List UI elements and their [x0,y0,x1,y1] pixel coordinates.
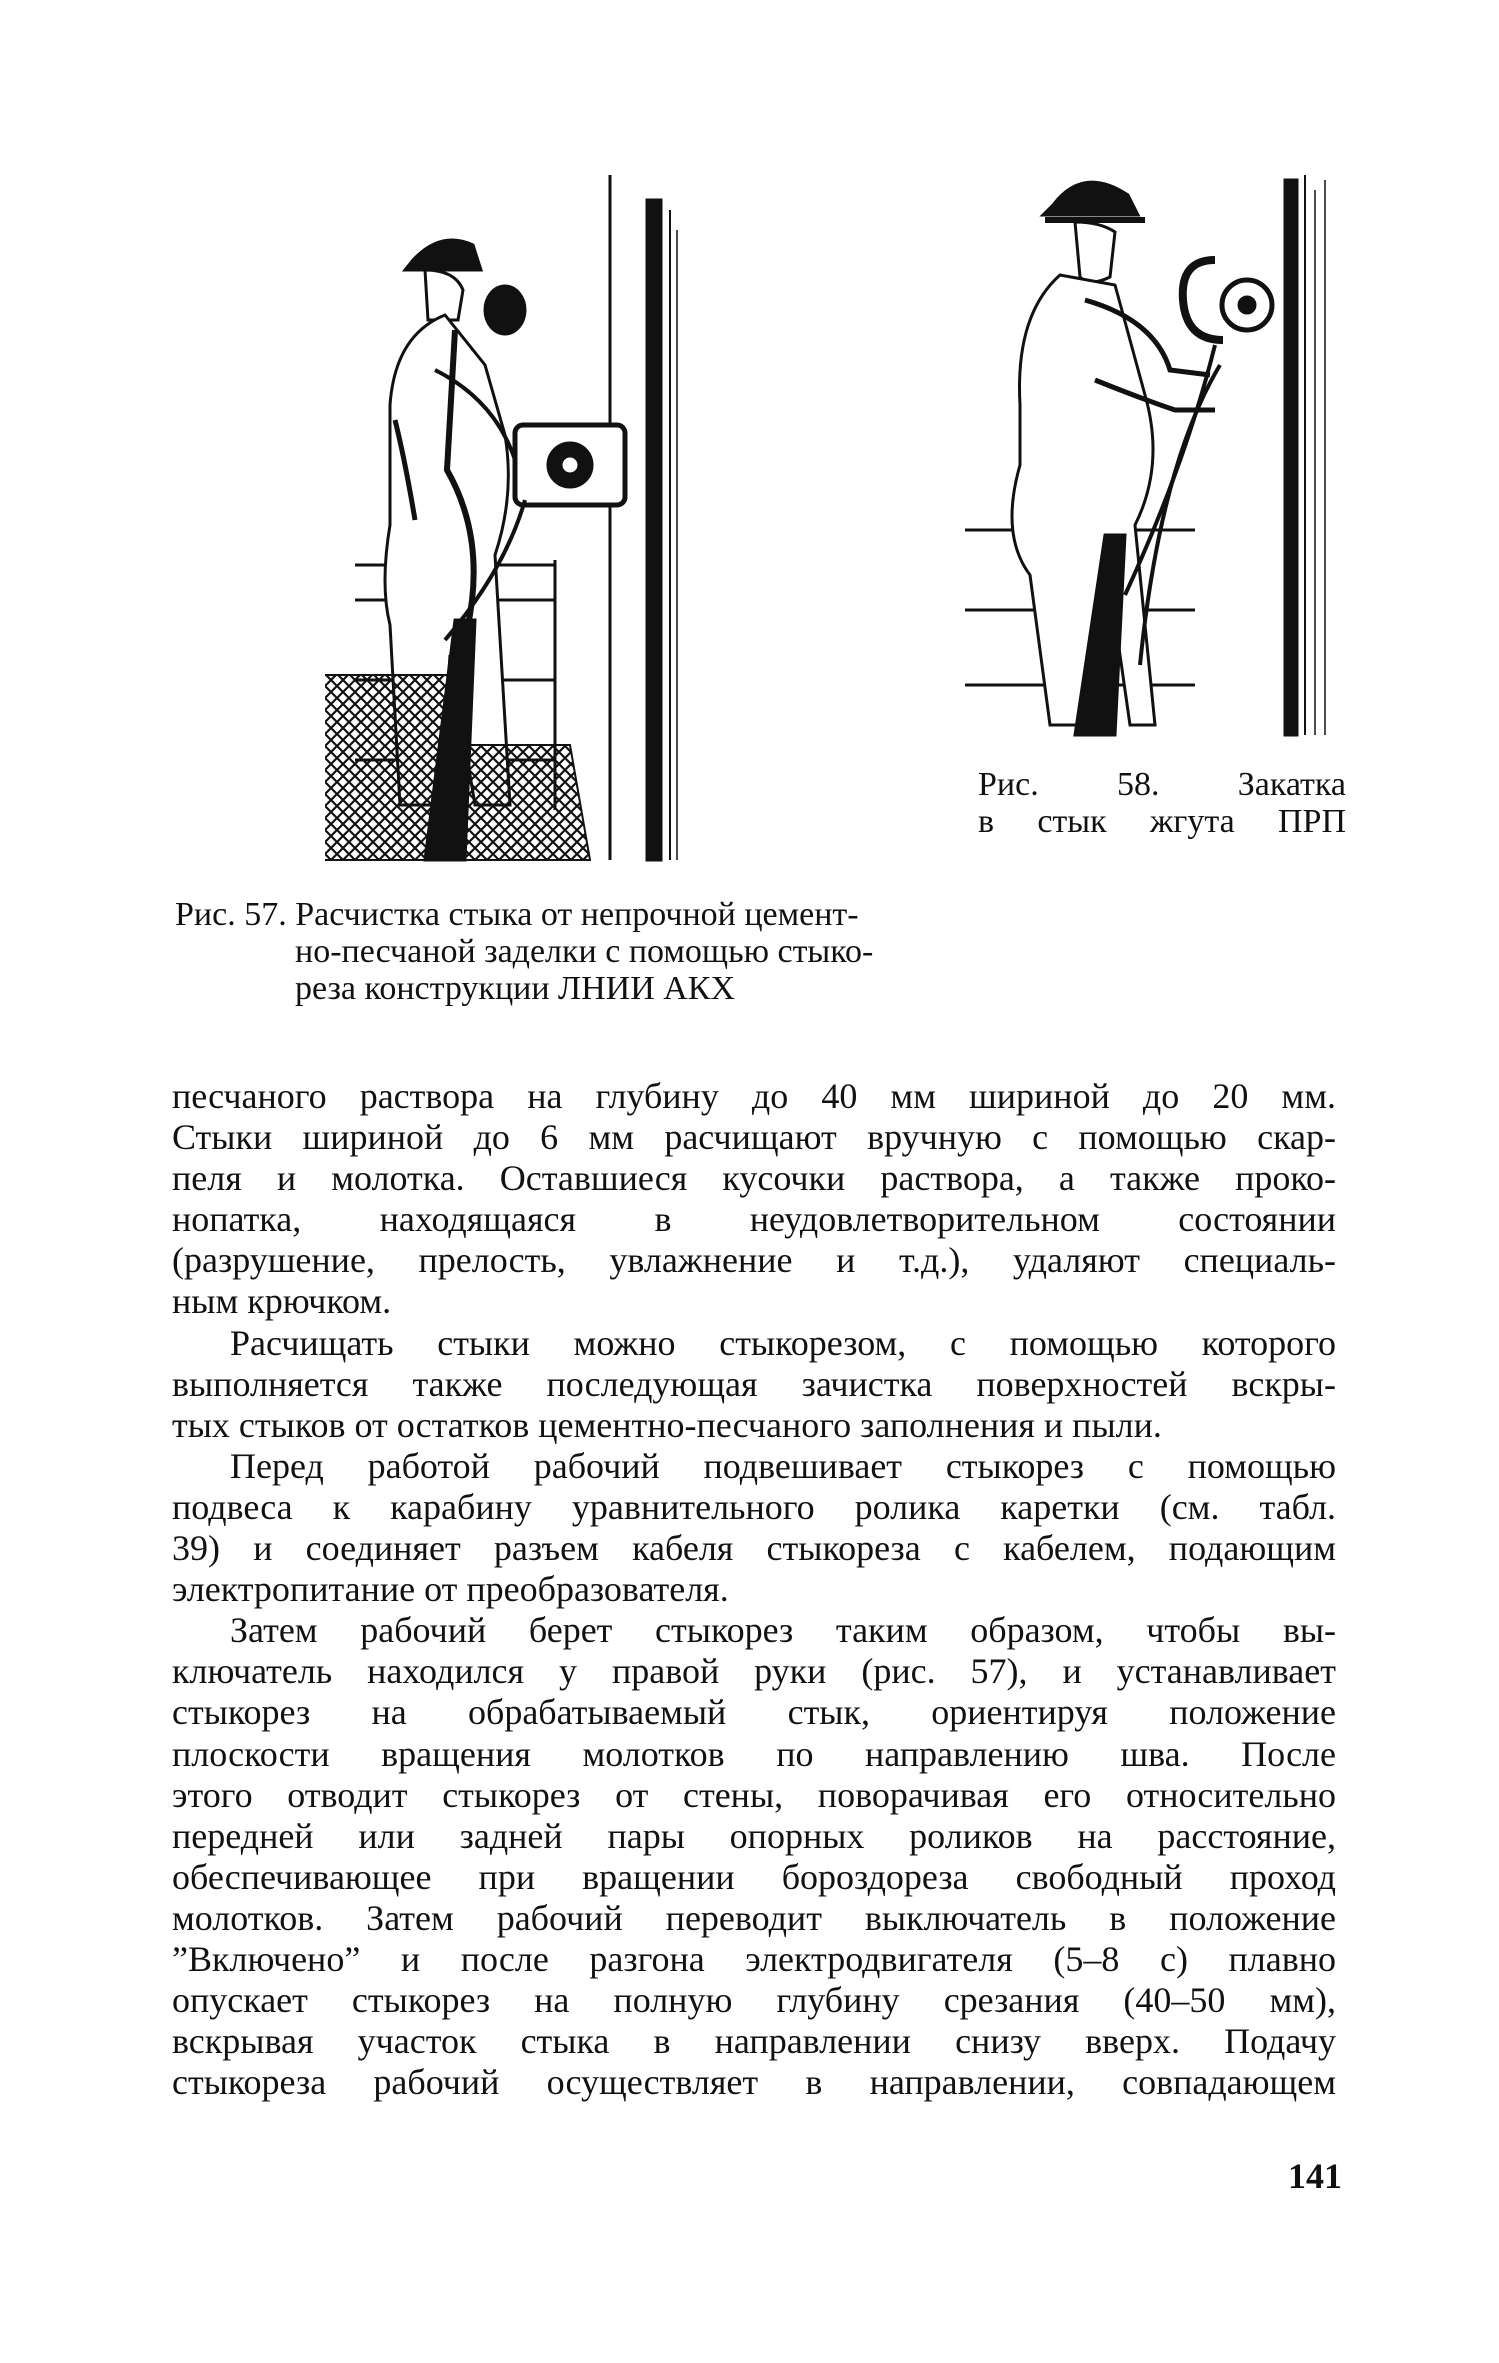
paragraph [172,1323,1336,1446]
text-line: 39) и соединяет разъем кабеля стыкореза с кабелем, подающим [172,1528,1336,1569]
text-line: молотков. Затем рабочий переводит выключатель в положение [172,1897,1336,1938]
text-line: плоскости вращения молотков по направлению шва. После [172,1733,1336,1774]
text-line: Затем рабочий берет стыкорез таким образом, чтобы вы- [230,1610,1336,1651]
paragraph [172,1610,1336,2103]
text-line: Стыки шириной до 6 мм расчищают вручную с помощью скар- [172,1117,1336,1158]
caption-line: в стык жгута ПРП [978,803,1346,840]
text-line: стыкореза рабочий осуществляет в направлении, совпадающем [172,2062,1336,2103]
text-line: электропитание от преобразователя. [172,1569,729,1610]
text-line: опускает стыкорез на полную глубину срезания (40–50 мм), [172,1980,1336,2021]
text-line: пеля и молотка. Оставшиеся кусочки раствора, а также проко- [172,1158,1336,1199]
text-line: ”Включено” и после разгона электродвигателя (5–8 с) плавно [172,1938,1336,1979]
caption-line: Рис. 58. Закатка [978,766,1346,803]
paragraph [172,1446,1336,1610]
text-line: ключатель находился у правой руки (рис. 57), и устанавливает [172,1651,1336,1692]
text-line: песчаного раствора на глубину до 40 мм шириной до 20 мм. [172,1076,1336,1116]
text-line: нопатка, находящаяся в неудовлетворительном состоянии [172,1199,1336,1240]
text-line: выполняется также последующая зачистка поверхностей вскры- [172,1363,1336,1404]
text-line: вскрывая участок стыка в направлении снизу вверх. Подачу [172,2021,1336,2062]
text-line: подвеса к карабину уравнительного ролика каретки (см. табл. [172,1486,1336,1527]
figure-57-caption [175,896,935,1007]
caption-line: Рис. 57. Расчистка стыка от непрочной цемент- [175,896,859,933]
figure-58-illustration [965,160,1345,740]
page-number: 141 [1288,2156,1342,2196]
figure-57-illustration [325,170,695,865]
caption-line: но-песчаной заделки с помощью стыко- [295,933,874,970]
caption-line: реза конструкции ЛНИИ АКХ [295,970,736,1007]
figure-58-caption [978,766,1346,840]
text-line: Перед работой рабочий подвешивает стыкорез с помощью [230,1445,1336,1486]
text-line: передней или задней пары опорных роликов на расстояние, [172,1815,1336,1856]
text-line: обеспечивающее при вращении бороздореза свободный проход [172,1856,1336,1897]
text-line: Расчищать стыки можно стыкорезом, с помощью которого [230,1322,1336,1363]
text-line: (разрушение, прелость, увлажнение и т.д.), удаляют специаль- [172,1240,1336,1281]
text-line: этого отводит стыкорез от стены, поворачивая его относительно [172,1774,1336,1815]
body-text [172,1076,1336,2103]
text-line: тых стыков от остатков цементно-песчаного заполнения и пыли. [172,1404,1162,1445]
text-line: стыкорез на обрабатываемый стык, ориентируя положение [172,1692,1336,1733]
text-line: ным крючком. [172,1281,392,1322]
paragraph [172,1076,1336,1323]
